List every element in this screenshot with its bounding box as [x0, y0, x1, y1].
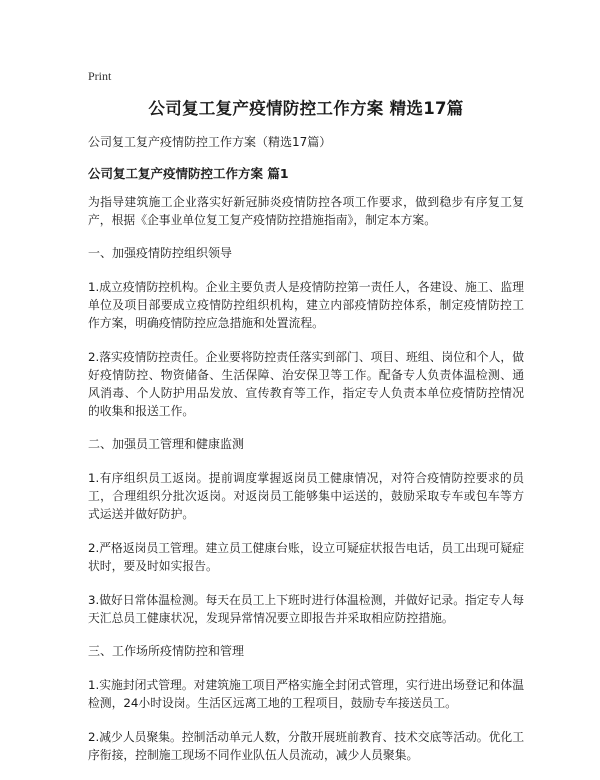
section-3-heading: 三、工作场所疫情防控和管理: [88, 644, 245, 658]
section-2-item-2: 2.严格返岗员工管理。建立员工健康台账，设立可疑症状报告电话，员工出现可疑症状时，要及时如实报告。: [88, 541, 524, 573]
section-2-item-1: 1.有序组织员工返岗。提前调度掌握返岗员工健康情况，对符合疫情防控要求的员工，合理组织分批次返岗。对返岗员工能够集中运送的，鼓励采取专车或包车等方式运送并做好防护。: [88, 471, 524, 521]
section-2-item-3: 3.做好日常体温检测。每天在员工上下班时进行体温检测，并做好记录。指定专人每天汇总员工健康状况，发现异常情况要立即报告并采取相应防控措施。: [88, 593, 524, 625]
print-label[interactable]: Print: [88, 69, 112, 83]
intro-paragraph: 为指导建筑施工企业落实好新冠肺炎疫情防控各项工作要求，做到稳步有序复工复产，根据《企事业单位复工复产疫情防控措施指南》，制定本方案。: [88, 195, 524, 227]
section-heading: 公司复工复产疫情防控工作方案 篇1: [88, 166, 289, 181]
section-2-heading: 二、加强员工管理和健康监测: [88, 437, 245, 451]
section-1-item-2: 2.落实疫情防控责任。企业要将防控责任落实到部门、项目、班组、岗位和个人，做好疫情防控、物资储备、生活保障、治安保卫等工作。配备专人负责体温检测、通风消毒、个人防护用品发放、宣传教育等工作，指定专人负责本单位疫情防控情况的收集和报送工作。: [88, 350, 524, 418]
section-1-heading: 一、加强疫情防控组织领导: [88, 246, 233, 260]
section-3-item-1: 1.实施封闭式管理。对建筑施工项目严格实施全封闭式管理，实行进出场登记和体温检测，24小时设岗。生活区远离工地的工程项目，鼓励专车接送员工。: [88, 678, 524, 710]
document-subtitle: 公司复工复产疫情防控工作方案（精选17篇）: [88, 135, 332, 149]
document-title: 公司复工复产疫情防控工作方案 精选17篇: [148, 99, 464, 118]
section-3-item-2: 2.减少人员聚集。控制活动单元人数，分散开展班前教育、技术交底等活动。优化工序衔接，控制施工现场不同作业队伍人员流动，减少人员聚集。: [88, 730, 524, 762]
document-page: [88, 68, 524, 780]
section-1-item-1: 1.成立疫情防控机构。企业主要负责人是疫情防控第一责任人，各建设、施工、监理单位及项目部要成立疫情防控组织机构，建立内部疫情防控体系，制定疫情防控工作方案，明确疫情防控应急措施和处置流程。: [88, 280, 524, 330]
